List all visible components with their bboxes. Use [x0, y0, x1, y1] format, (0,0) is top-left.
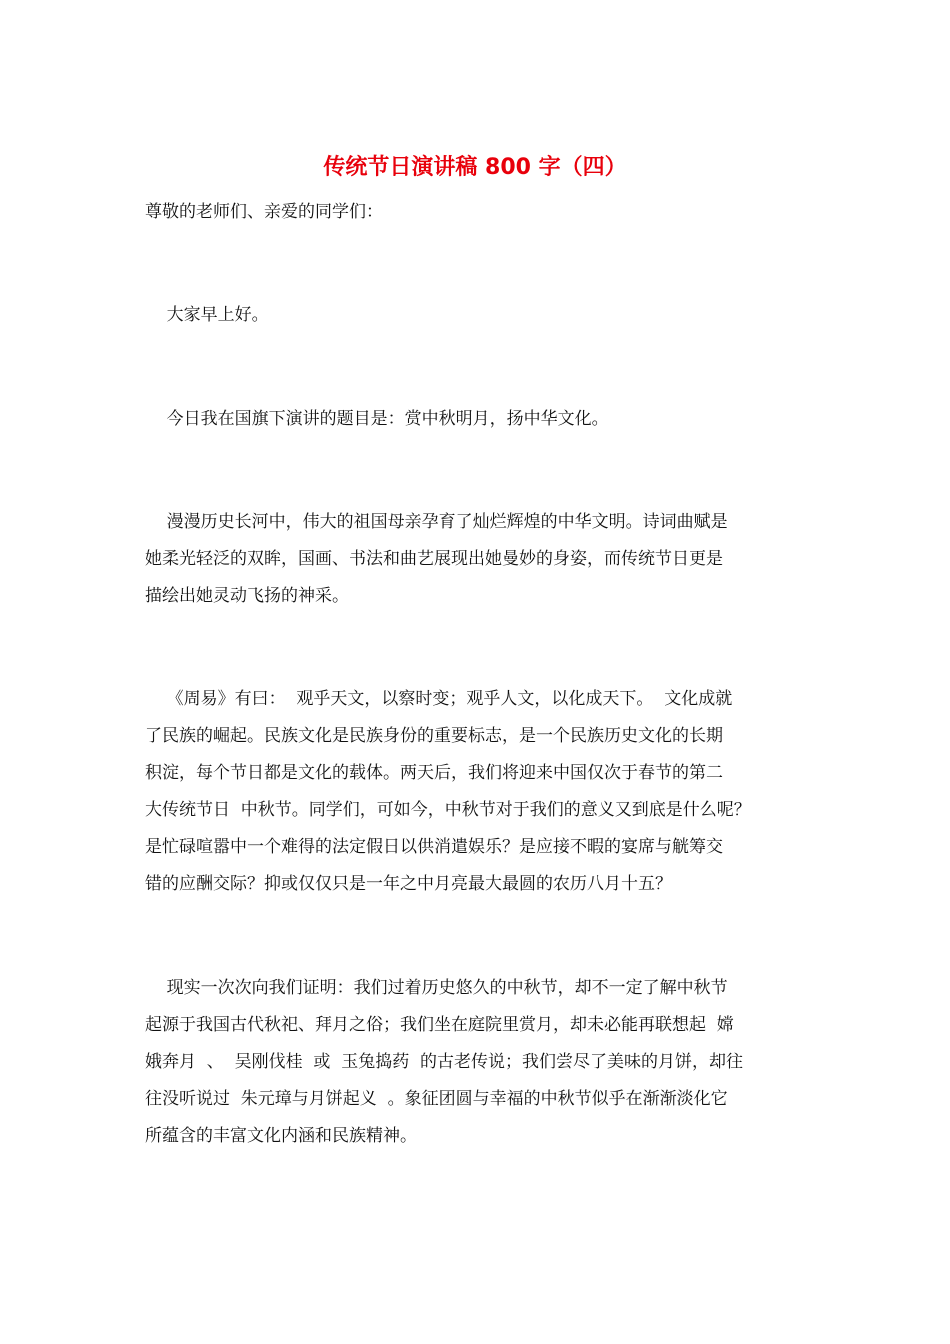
salutation: 尊敬的老师们、亲爱的同学们： [145, 202, 383, 222]
paragraph-line: 了民族的崛起。民族文化是民族身份的重要标志，是一个民族历史文化的长期 [145, 726, 723, 746]
paragraph-line: 积淀，每个节日都是文化的载体。两天后，我们将迎来中国仅次于春节的第二 [145, 763, 723, 783]
paragraph-line: 所蕴含的丰富文化内涵和民族精神。 [145, 1126, 417, 1146]
paragraph-line: 她柔光轻泛的双眸，国画、书法和曲艺展现出她曼妙的身姿，而传统节日更是 [145, 549, 723, 569]
paragraph-line: 是忙碌喧嚣中一个难得的法定假日以供消遣娱乐？是应接不暇的宴席与觥筹交 [145, 837, 723, 857]
paragraph-line: 描绘出她灵动飞扬的神采。 [145, 586, 349, 606]
paragraph-line: 娥奔月 、 吴刚伐桂 或 玉兔捣药 的古老传说；我们尝尽了美味的月饼，却往 [145, 1052, 744, 1072]
document-title: 传统节日演讲稿 800 字（四） [323, 155, 627, 180]
paragraph-line: 现实一次次向我们证明：我们过着历史悠久的中秋节，却不一定了解中秋节 [145, 978, 728, 998]
paragraph-line: 起源于我国古代秋祀、拜月之俗；我们坐在庭院里赏月，却未必能再联想起 嫦 [145, 1015, 734, 1035]
paragraph-line: 错的应酬交际？抑或仅仅只是一年之中月亮最大最圆的农历八月十五？ [145, 874, 672, 894]
topic-line: 今日我在国旗下演讲的题目是：赏中秋明月，扬中华文化。 [145, 409, 609, 429]
paragraph-line: 往没听说过 朱元璋与月饼起义 。象征团圆与幸福的中秋节似乎在渐渐淡化它 [145, 1089, 728, 1109]
paragraph-line: 《周易》有曰： 观乎天文，以察时变；观乎人文，以化成天下。 文化成就 [145, 689, 733, 709]
paragraph-line: 漫漫历史长河中，伟大的祖国母亲孕育了灿烂辉煌的中华文明。诗词曲赋是 [145, 512, 728, 532]
greeting: 大家早上好。 [145, 305, 269, 325]
paragraph-line: 大传统节日 中秋节。同学们，可如今，中秋节对于我们的意义又到底是什么呢？ [145, 800, 751, 820]
